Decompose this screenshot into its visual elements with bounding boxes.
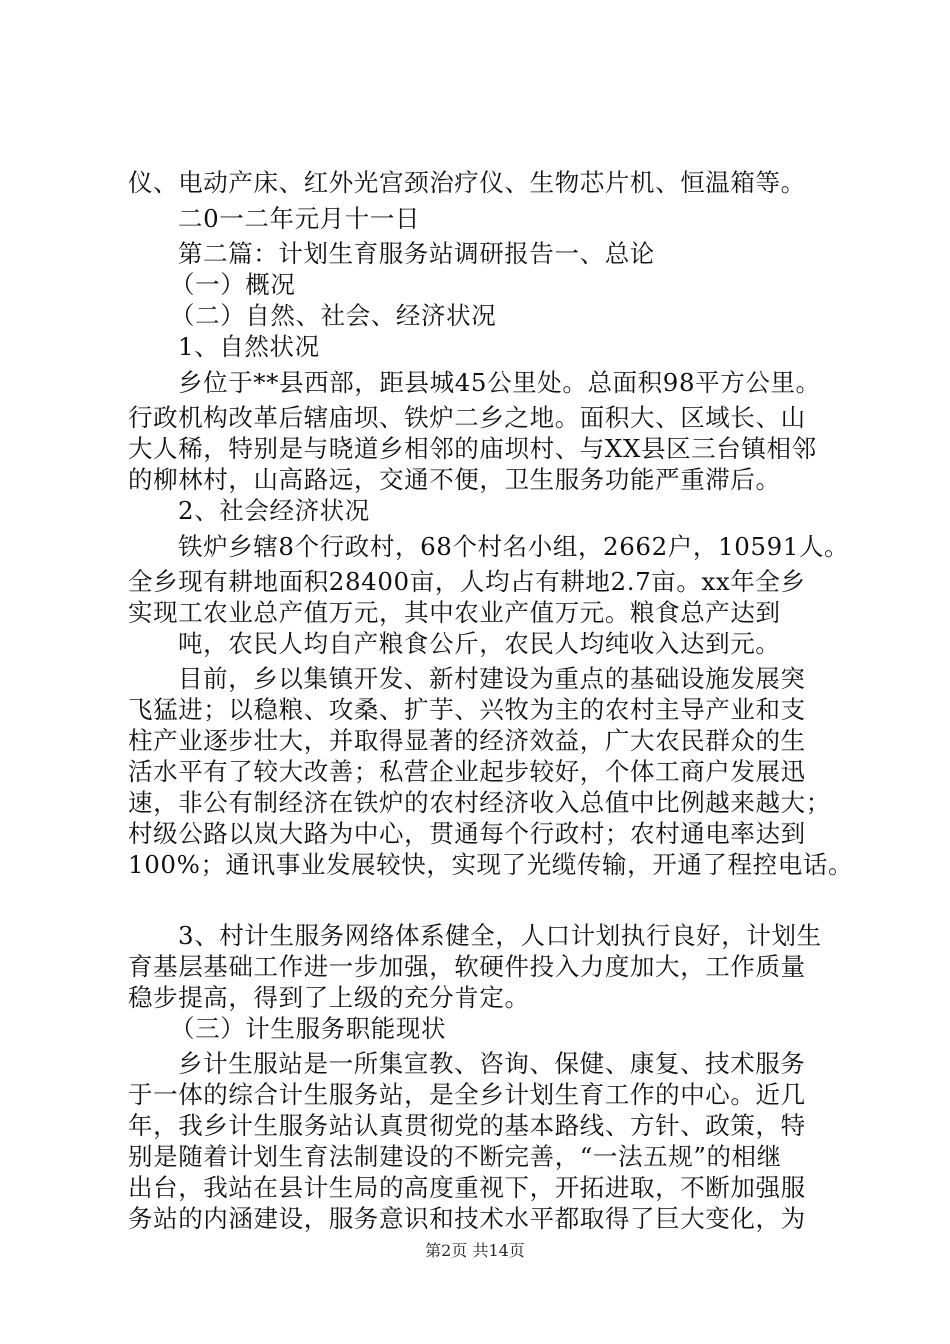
text-line: 稳步提高，得到了上级的充分肯定。	[128, 983, 530, 1012]
text-line: 乡计生服站是一所集宣教、咨询、保健、康复、技术服务	[178, 1049, 806, 1078]
subsection-heading: （二）自然、社会、经济状况	[170, 301, 497, 330]
text-line: 年，我乡计生服务站认真贯彻党的基本路线、方针、政策，特	[128, 1111, 806, 1140]
text-line: 的柳林村，山高路远，交通不便，卫生服务功能严重滞后。	[128, 465, 781, 494]
text-line: 铁炉乡辖8个行政村，68个村名小组，2662户，10591人。	[178, 532, 850, 561]
subsection-heading: （三）计生服务职能现状	[170, 1014, 447, 1043]
text-line: 行政机构改革后辖庙坝、铁炉二乡之地。面积大、区域长、山	[128, 403, 806, 432]
text-line: 于一体的综合计生服务站，是全乡计划生育工作的中心。近几	[128, 1080, 806, 1109]
text-line: 大人稀，特别是与晓道乡相邻的庙坝村、与XX县区三台镇相邻	[128, 434, 817, 463]
text-line: 乡位于**县西部，距县城45公里处。总面积98平方公里。	[178, 368, 821, 397]
subsection-heading: （一）概况	[170, 270, 296, 299]
text-line: 仪、电动产床、红外光宫颈治疗仪、生物芯片机、恒温箱等。	[128, 168, 806, 197]
section-heading: 第二篇：计划生育服务站调研报告一、总论	[178, 239, 655, 268]
item-heading: 1、自然状况	[178, 332, 320, 361]
text-line: 别是随着计划生育法制建设的不断完善，“一法五规”的相继	[128, 1142, 782, 1171]
text-line: 目前，乡以集镇开发、新村建设为重点的基础设施发展突	[178, 664, 806, 693]
text-line: 全乡现有耕地面积28400亩，人均占有耕地2.7亩。xx年全乡	[128, 567, 806, 596]
text-line: 出台，我站在县计生局的高度重视下，开拓进取，不断加强服	[128, 1173, 806, 1202]
text-line: 育基层基础工作进一步加强，软硬件投入力度加大，工作质量	[128, 952, 806, 981]
text-line: 柱产业逐步壮大，并取得显著的经济效益，广大农民群众的生	[128, 726, 806, 755]
text-line: 速，非公有制经济在铁炉的农村经济收入总值中比例越来越大；	[128, 788, 831, 817]
text-line: 实现工农业总产值万元，其中农业产值万元。粮食总产达到	[128, 598, 781, 627]
text-line: 活水平有了较大改善；私营企业起步较好，个体工商户发展迅	[128, 757, 806, 786]
text-line: 飞猛进；以稳粮、攻桑、扩芋、兴牧为主的农村主导产业和支	[128, 695, 806, 724]
text-line: 3、村计生服务网络体系健全，人口计划执行良好，计划生	[178, 921, 822, 950]
page-number: 第2页 共14页	[425, 1241, 525, 1260]
date-line: 二0一二年元月十一日	[178, 204, 421, 233]
text-line: 村级公路以岚大路为中心，贯通每个行政村；农村通电率达到	[128, 819, 806, 848]
text-line: 务站的内涵建设，服务意识和技术水平都取得了巨大变化，为	[128, 1204, 806, 1233]
text-line: 吨，农民人均自产粮食公斤，农民人均纯收入达到元。	[178, 629, 781, 658]
text-line: 100%；通讯事业发展较快，实现了光缆传输，开通了程控电话。	[128, 850, 854, 879]
item-heading: 2、社会经济状况	[178, 496, 370, 525]
